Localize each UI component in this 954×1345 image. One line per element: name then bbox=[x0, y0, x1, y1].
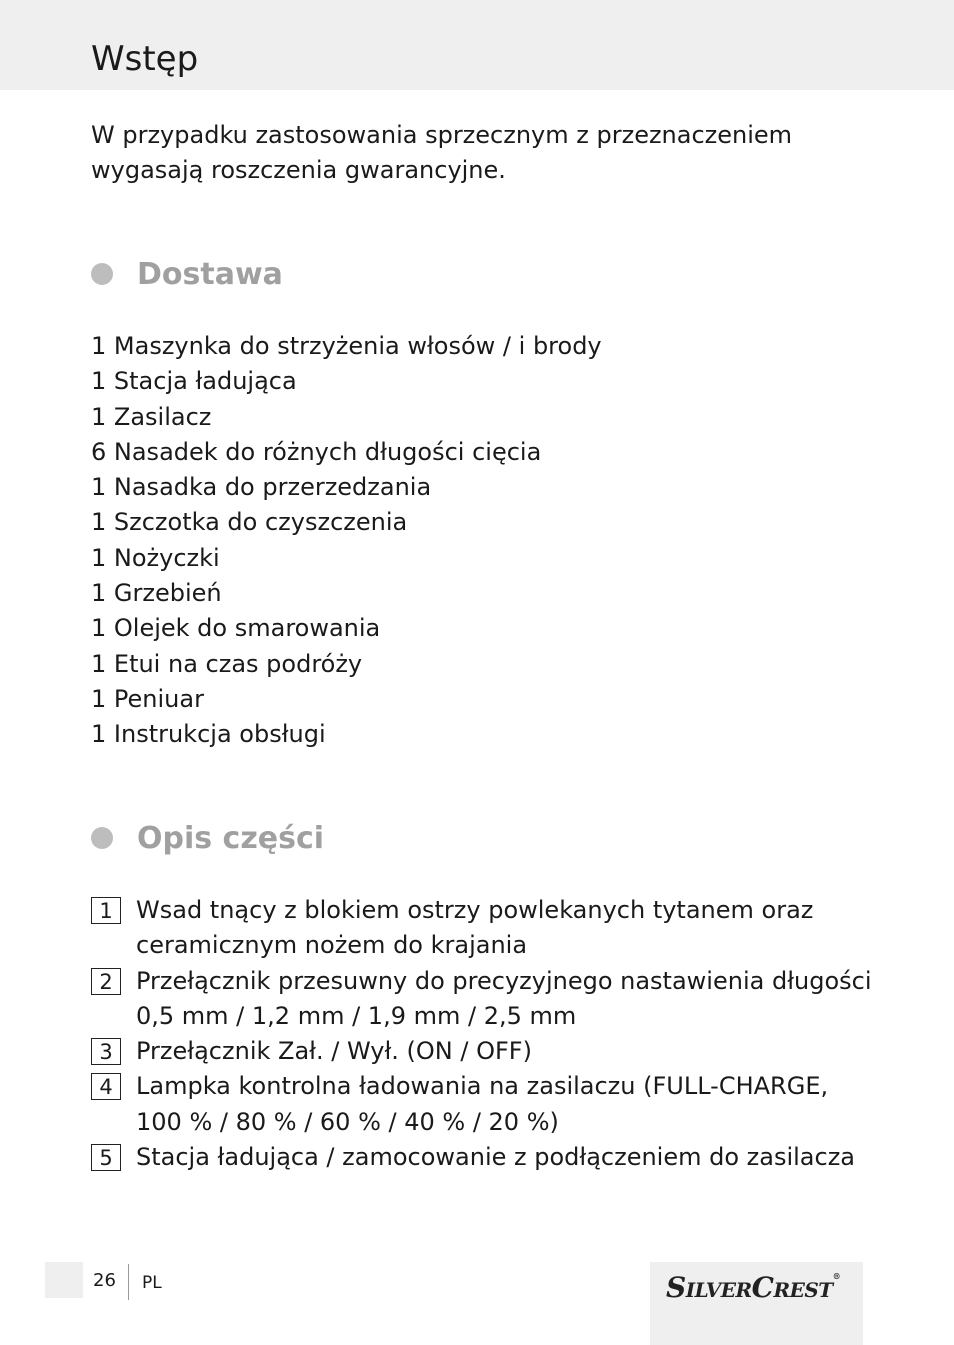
part-description: Wsad tnący z blokiem ostrzy powlekanych tytanem oraz ceramicznym nożem do krajania bbox=[136, 896, 814, 960]
list-item: 1 Maszynka do strzyżenia włosów / i brody bbox=[91, 332, 602, 360]
list-item: 6 Nasadek do różnych długości cięcia bbox=[91, 437, 542, 466]
part-description: Stacja ładująca / zamocowanie z podłączeniem do zasilacza bbox=[136, 1143, 856, 1172]
list-item: 1 Zasilacz bbox=[91, 402, 212, 431]
bullet-icon bbox=[91, 827, 113, 849]
list-item: 1 Stacja ładująca bbox=[91, 367, 297, 396]
brand-logo-box bbox=[650, 1262, 863, 1345]
page-title: Wstęp bbox=[91, 39, 199, 79]
intro-paragraph: W przypadku zastosowania sprzecznym z przeznaczeniem wygasają roszczenia gwarancyjne. bbox=[91, 121, 793, 184]
list-item: 1 Nasadka do przerzedzania bbox=[91, 473, 432, 502]
part-description: Przełącznik przesuwny do precyzyjnego nastawienia długości 0,5 mm / 1,2 mm / 1,9 mm / 2,5 mm bbox=[136, 966, 872, 1030]
list-item: 1 Grzebień bbox=[91, 579, 222, 608]
parts-list bbox=[91, 893, 881, 1175]
section-title-delivery: Dostawa bbox=[137, 256, 283, 292]
part-description: Lampka kontrolna ładowania na zasilaczu (FULL-CHARGE, 100 % / 80 % / 60 % / 40 % / 20 %) bbox=[136, 1072, 829, 1136]
part-number-box: 5 bbox=[91, 1144, 121, 1171]
header-bar bbox=[0, 0, 954, 90]
list-item: 1 Szczotka do czyszczenia bbox=[91, 508, 408, 537]
page-number: 26 bbox=[93, 1270, 116, 1291]
section-heading-parts bbox=[91, 816, 324, 860]
part-item bbox=[91, 1069, 881, 1140]
list-item: 1 Etui na czas podróży bbox=[91, 649, 363, 678]
list-item: 1 Peniuar bbox=[91, 684, 204, 713]
brand-logo: SILVERCREST® bbox=[666, 1271, 841, 1304]
part-number-box: 1 bbox=[91, 897, 121, 924]
part-description: Przełącznik Zał. / Wył. (ON / OFF) bbox=[136, 1037, 532, 1066]
language-code: PL bbox=[142, 1273, 162, 1293]
bullet-icon bbox=[91, 263, 113, 285]
part-number-box: 3 bbox=[91, 1038, 121, 1065]
section-heading-delivery bbox=[91, 252, 283, 296]
list-item: 1 Instrukcja obsługi bbox=[91, 720, 326, 749]
part-item bbox=[91, 1140, 881, 1175]
delivery-list bbox=[91, 329, 602, 753]
list-item: 1 Nożyczki bbox=[91, 543, 220, 572]
part-number-box: 4 bbox=[91, 1073, 121, 1100]
part-item bbox=[91, 964, 881, 1035]
list-item: 1 Olejek do smarowania bbox=[91, 614, 381, 643]
part-item bbox=[91, 893, 881, 964]
footer-tab bbox=[45, 1262, 83, 1298]
part-item bbox=[91, 1034, 881, 1069]
part-number-box: 2 bbox=[91, 968, 121, 995]
section-title-parts: Opis części bbox=[137, 820, 325, 856]
footer-divider bbox=[128, 1264, 129, 1300]
